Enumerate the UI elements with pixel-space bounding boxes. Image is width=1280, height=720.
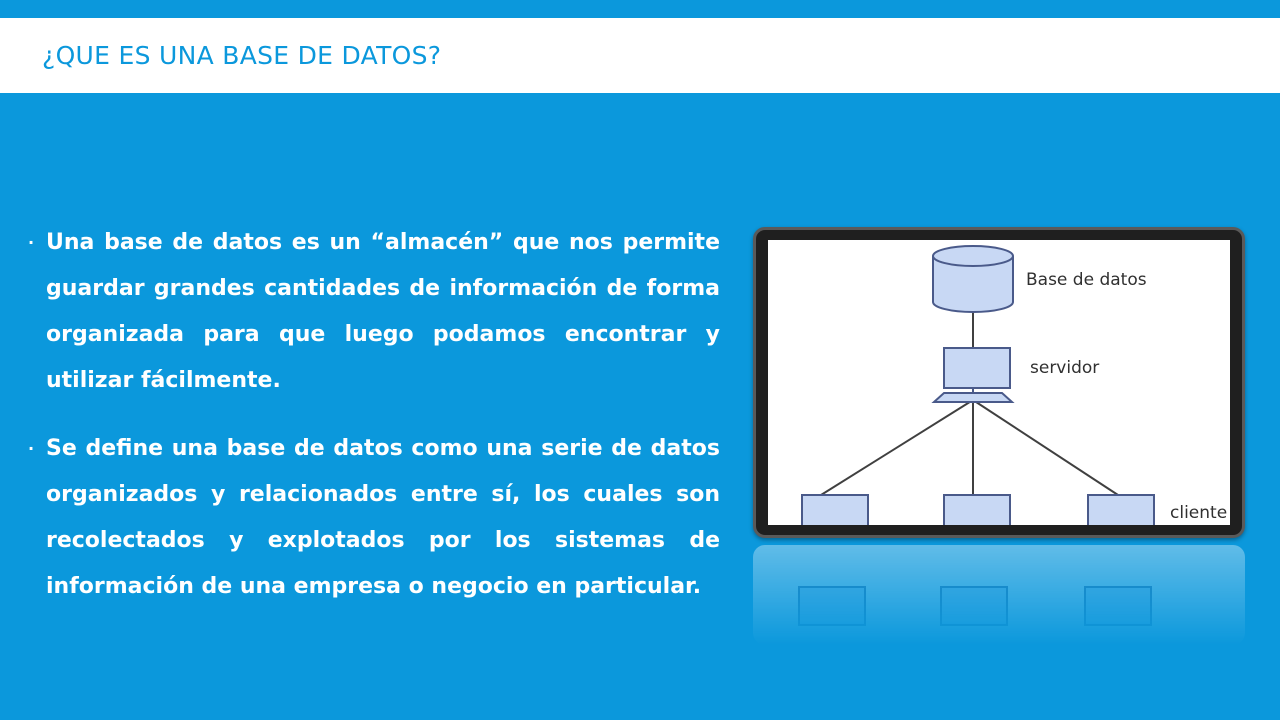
bullet-marker: ·	[28, 439, 35, 458]
client-label: cliente	[1170, 503, 1228, 523]
diagram-reflection	[753, 545, 1245, 645]
diagram-frame	[753, 227, 1245, 538]
bullet-marker: ·	[28, 233, 35, 252]
client-server-diagram	[768, 240, 1230, 525]
bullet-list	[28, 220, 720, 632]
title-band	[0, 18, 1280, 93]
bullet-item	[28, 220, 720, 404]
client-icon	[944, 495, 1010, 525]
bullet-text: Se define una base de datos como una serie de datos organizados y relacionados entre sí, los cuales son recolectados y explotados por los sistemas de información de una empresa o negocio en particular.	[46, 436, 720, 599]
reflection-graphic	[753, 545, 1245, 645]
database-icon	[933, 246, 1013, 312]
client-icon	[802, 495, 868, 525]
client-server-figure	[753, 227, 1257, 647]
slide-title: ¿QUE ES UNA BASE DE DATOS?	[42, 41, 442, 70]
client-icon	[1088, 495, 1154, 525]
database-label: Base de datos	[1026, 270, 1147, 290]
bullet-text: Una base de datos es un “almacén” que nos permite guardar grandes cantidades de información de forma organizada para que luego podamos encontrar y utilizar fácilmente.	[46, 230, 720, 393]
server-icon	[934, 348, 1012, 402]
server-label: servidor	[1030, 358, 1100, 378]
bullet-item	[28, 426, 720, 610]
